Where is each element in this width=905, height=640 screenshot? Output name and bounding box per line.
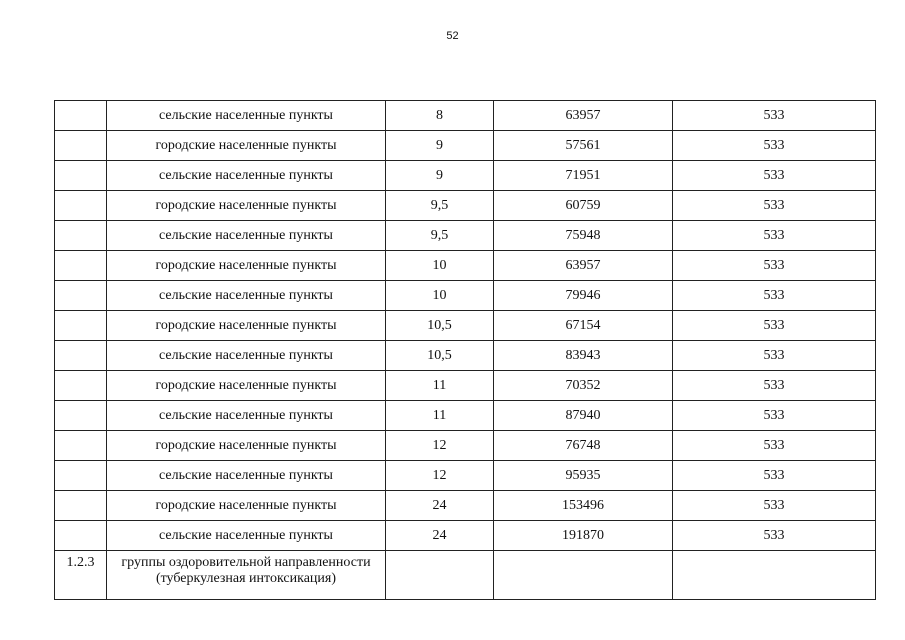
value-b-cell: 60759 — [494, 191, 673, 221]
settlement-type-cell: городские населенные пункты — [107, 311, 386, 341]
value-a-cell: 24 — [386, 491, 494, 521]
row-number-cell — [55, 311, 107, 341]
row-number-cell — [55, 461, 107, 491]
section-cell-b — [494, 551, 673, 600]
settlement-type-cell: городские населенные пункты — [107, 491, 386, 521]
value-c-cell: 533 — [673, 281, 876, 311]
value-c-cell: 533 — [673, 101, 876, 131]
table-row — [55, 131, 876, 161]
value-b-cell: 79946 — [494, 281, 673, 311]
value-c-cell: 533 — [673, 401, 876, 431]
value-b-cell: 75948 — [494, 221, 673, 251]
section-cell-c — [673, 551, 876, 600]
table-row — [55, 341, 876, 371]
settlement-type-cell: сельские населенные пункты — [107, 401, 386, 431]
settlement-type-cell: городские населенные пункты — [107, 131, 386, 161]
value-c-cell: 533 — [673, 371, 876, 401]
value-c-cell: 533 — [673, 221, 876, 251]
settlement-type-cell: городские населенные пункты — [107, 191, 386, 221]
table-row — [55, 281, 876, 311]
value-b-cell: 70352 — [494, 371, 673, 401]
settlement-type-cell: сельские населенные пункты — [107, 161, 386, 191]
value-b-cell: 153496 — [494, 491, 673, 521]
table-row — [55, 191, 876, 221]
settlement-type-cell: сельские населенные пункты — [107, 281, 386, 311]
value-c-cell: 533 — [673, 251, 876, 281]
value-a-cell: 10 — [386, 281, 494, 311]
row-number-cell — [55, 521, 107, 551]
value-b-cell: 57561 — [494, 131, 673, 161]
value-c-cell: 533 — [673, 311, 876, 341]
page-number: 52 — [446, 30, 459, 42]
settlement-type-cell: городские населенные пункты — [107, 431, 386, 461]
row-number-cell — [55, 401, 107, 431]
value-b-cell: 95935 — [494, 461, 673, 491]
table-row — [55, 221, 876, 251]
table-row — [55, 311, 876, 341]
value-c-cell: 533 — [673, 131, 876, 161]
table-row — [55, 371, 876, 401]
table-row — [55, 521, 876, 551]
table-row-section — [55, 551, 876, 600]
settlement-type-cell: городские населенные пункты — [107, 371, 386, 401]
table-row — [55, 161, 876, 191]
row-number-cell — [55, 281, 107, 311]
settlement-type-cell: сельские населенные пункты — [107, 221, 386, 251]
value-a-cell: 9,5 — [386, 221, 494, 251]
value-a-cell: 11 — [386, 401, 494, 431]
value-b-cell: 63957 — [494, 251, 673, 281]
value-a-cell: 10,5 — [386, 311, 494, 341]
settlement-type-cell: сельские населенные пункты — [107, 341, 386, 371]
value-a-cell: 12 — [386, 431, 494, 461]
table-row — [55, 491, 876, 521]
section-cell-a — [386, 551, 494, 600]
value-c-cell: 533 — [673, 341, 876, 371]
row-number-cell — [55, 491, 107, 521]
value-c-cell: 533 — [673, 491, 876, 521]
value-b-cell: 83943 — [494, 341, 673, 371]
row-number-cell — [55, 431, 107, 461]
settlement-type-cell: сельские населенные пункты — [107, 461, 386, 491]
value-c-cell: 533 — [673, 431, 876, 461]
value-a-cell: 11 — [386, 371, 494, 401]
value-c-cell: 533 — [673, 191, 876, 221]
table-row — [55, 431, 876, 461]
row-number-cell — [55, 131, 107, 161]
value-b-cell: 63957 — [494, 101, 673, 131]
value-a-cell: 24 — [386, 521, 494, 551]
section-name — [107, 551, 386, 600]
settlement-type-cell: сельские населенные пункты — [107, 521, 386, 551]
section-name-line1: группы оздоровительной направленности — [121, 555, 371, 570]
row-number-cell — [55, 371, 107, 401]
row-number-cell — [55, 221, 107, 251]
row-number-cell — [55, 161, 107, 191]
table-row — [55, 101, 876, 131]
section-number: 1.2.3 — [55, 551, 107, 600]
value-c-cell: 533 — [673, 161, 876, 191]
value-a-cell: 10 — [386, 251, 494, 281]
row-number-cell — [55, 341, 107, 371]
value-a-cell: 9 — [386, 161, 494, 191]
settlement-type-cell: городские населенные пункты — [107, 251, 386, 281]
settlement-type-cell: сельские населенные пункты — [107, 101, 386, 131]
value-a-cell: 10,5 — [386, 341, 494, 371]
tariff-table — [54, 100, 876, 600]
row-number-cell — [55, 101, 107, 131]
value-b-cell: 71951 — [494, 161, 673, 191]
value-b-cell: 67154 — [494, 311, 673, 341]
value-c-cell: 533 — [673, 521, 876, 551]
value-b-cell: 87940 — [494, 401, 673, 431]
value-a-cell: 12 — [386, 461, 494, 491]
table-row — [55, 401, 876, 431]
table-row — [55, 461, 876, 491]
row-number-cell — [55, 191, 107, 221]
value-a-cell: 8 — [386, 101, 494, 131]
row-number-cell — [55, 251, 107, 281]
value-b-cell: 76748 — [494, 431, 673, 461]
value-a-cell: 9 — [386, 131, 494, 161]
section-name-line2: (туберкулезная интоксикация) — [155, 571, 337, 586]
table-row — [55, 251, 876, 281]
value-b-cell: 191870 — [494, 521, 673, 551]
value-c-cell: 533 — [673, 461, 876, 491]
value-a-cell: 9,5 — [386, 191, 494, 221]
table-body — [55, 101, 876, 600]
